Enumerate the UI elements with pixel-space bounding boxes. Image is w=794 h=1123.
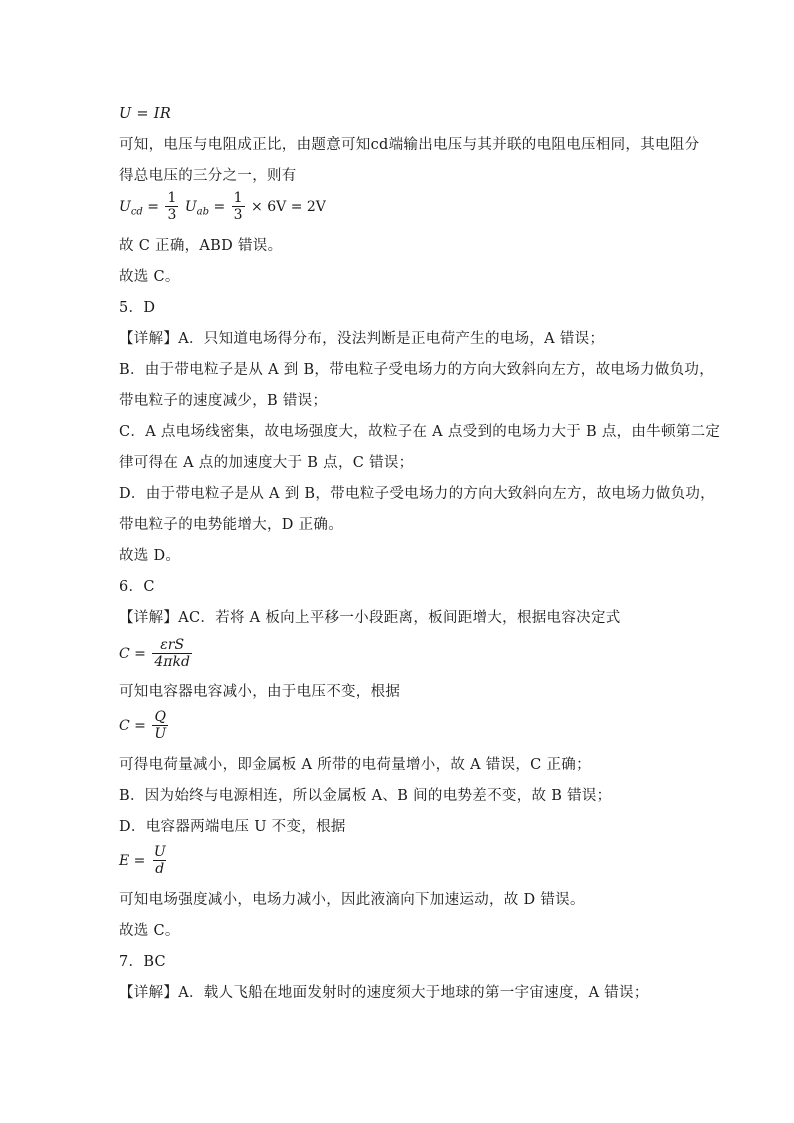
equation-u-ir: U = IR xyxy=(119,106,172,122)
answer-6: 6．C xyxy=(119,579,155,595)
fraction-numerator: U xyxy=(153,844,166,860)
fraction-numerator: εrS xyxy=(160,637,185,653)
eq-equals: = xyxy=(213,198,226,215)
eq-mid-sub: ab xyxy=(196,206,210,218)
text-line: 可知电场强度减小，电场力减小，因此液滴向下加速运动，故 D 错误。 xyxy=(119,892,585,908)
equation-c-q-u xyxy=(119,709,170,742)
fraction-numerator: 1 xyxy=(233,190,243,206)
text-line: 律可得在 A 点的加速度大于 B 点，C 错误； xyxy=(119,455,414,471)
text-line: 带电粒子的电势能增大，D 正确。 xyxy=(119,517,344,533)
eq-lhs: U xyxy=(119,198,131,215)
fraction xyxy=(152,844,168,877)
text-line: C．A 点电场线密集，故电场强度大，故粒子在 A 点受到的电场力大于 B 点，由牛顿第二定 xyxy=(119,424,721,440)
fraction-numerator: Q xyxy=(154,709,166,725)
text-line: 带电粒子的速度减少，B 错误； xyxy=(119,393,328,409)
fraction-denominator: d xyxy=(155,861,165,877)
fraction xyxy=(165,190,178,223)
fraction xyxy=(232,190,245,223)
eq-lhs-sub: cd xyxy=(130,206,143,218)
text-line: 故 C 正确，ABD 错误。 xyxy=(119,238,283,254)
text-line: 可知电容器电容减小，由于电压不变，根据 xyxy=(119,684,401,700)
text-line: 可知，电压与电阻成正比，由题意可知cd端输出电压与其并联的电阻电压相同，其电阻分 xyxy=(119,137,700,153)
equation-capacitance xyxy=(119,637,194,670)
text-line: 得总电压的三分之一，则有 xyxy=(119,168,297,184)
text-line: 故选 C。 xyxy=(119,269,180,285)
fraction xyxy=(152,709,168,742)
text-line: 【详解】AC．若将 A 板向上平移一小段距离，板间距增大，根据电容决定式 xyxy=(119,610,621,626)
fraction-denominator: U xyxy=(154,726,167,742)
fraction-denominator: 3 xyxy=(233,207,243,223)
equation-ucd xyxy=(119,190,326,223)
fraction-denominator: 4πkd xyxy=(154,654,190,670)
eq-equals: = xyxy=(147,198,160,215)
text-line: B．因为始终与电源相连，所以金属板 A、B 间的电势差不变，故 B 错误； xyxy=(119,788,612,804)
text-line: 【详解】A．载人飞船在地面发射时的速度须大于地球的第一宇宙速度，A 错误； xyxy=(119,985,649,1001)
fraction-denominator: 3 xyxy=(167,207,177,223)
eq-lhs: E = xyxy=(119,852,146,869)
answer-5: 5．D xyxy=(119,300,156,316)
fraction-numerator: 1 xyxy=(167,190,177,206)
fraction xyxy=(152,637,192,670)
eq-lhs: C = xyxy=(119,717,146,734)
eq-tail: × 6V = 2V xyxy=(251,198,326,215)
equation-e-u-d xyxy=(119,844,170,877)
text-line: 故选 C。 xyxy=(119,923,180,939)
text-line: 可得电荷量减小，即金属板 A 所带的电荷量增小，故 A 错误，C 正确； xyxy=(119,757,591,773)
text-line: B．由于带电粒子是从 A 到 B，带电粒子受电场力的方向大致斜向左方，故电场力做负功， xyxy=(119,362,715,378)
eq-mid: U xyxy=(184,198,197,215)
text-line: D．电容器两端电压 U 不变，根据 xyxy=(119,819,346,835)
eq-lhs: C = xyxy=(119,645,146,662)
text-line: 故选 D。 xyxy=(119,548,181,564)
text-line: 【详解】A．只知道电场得分布，没法判断是正电荷产生的电场，A 错误； xyxy=(119,331,605,347)
answer-7: 7．BC xyxy=(119,954,166,970)
text-line: D．由于带电粒子是从 A 到 B，带电粒子受电场力的方向大致斜向左方，故电场力做负功， xyxy=(119,486,715,502)
